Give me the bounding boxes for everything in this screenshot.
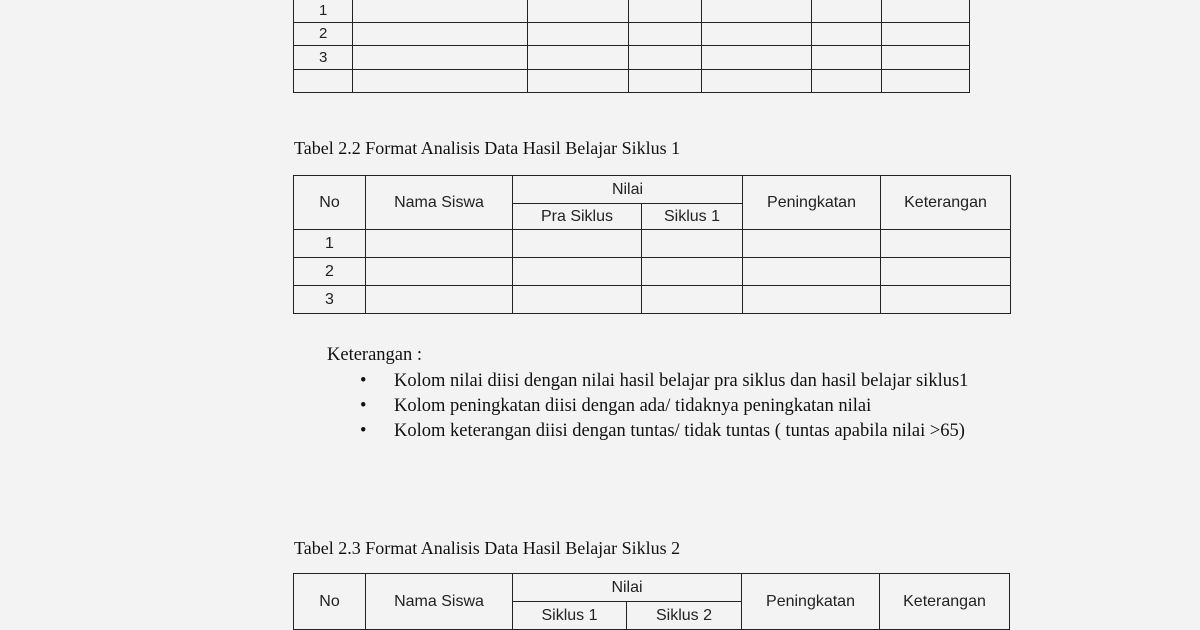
header-nama-siswa: Nama Siswa [366,574,513,630]
header-peningkatan: Peningkatan [743,176,881,230]
header-siklus-1: Siklus 1 [642,204,743,230]
note-text: Kolom keterangan diisi dengan tuntas/ tidak tuntas ( tuntas apabila nilai >65) [394,421,965,441]
row-number: 2 [294,22,353,46]
notes [327,344,996,445]
header-nilai: Nilai [513,574,742,602]
header-keterangan: Keterangan [881,176,1011,230]
table-2-3-caption: Tabel 2.3 Format Analisis Data Hasil Belajar Siklus 2 [294,538,681,558]
row-number [294,69,353,93]
header-row [294,574,1010,602]
bullet-icon: • [360,396,367,416]
note-text: Kolom nilai diisi dengan nilai hasil belajar pra siklus dan hasil belajar siklus1 [394,371,969,391]
bullet-icon: • [360,371,367,391]
header-peningkatan: Peningkatan [742,574,880,630]
table-row [294,258,1011,286]
table-2-3 [293,573,1010,630]
header-nilai: Nilai [513,176,743,204]
note-text: Kolom peningkatan diisi dengan ada/ tidaknya peningkatan nilai [394,396,872,416]
table-2-2-caption: Tabel 2.2 Format Analisis Data Hasil Belajar Siklus 1 [294,138,681,158]
header-pra-siklus: Pra Siklus [513,204,642,230]
header-row [294,176,1011,204]
list-item [327,370,996,392]
table-row [294,286,1011,314]
row-number: 2 [294,258,366,286]
table-row [294,0,970,22]
list-item [327,395,996,417]
header-nama-siswa: Nama Siswa [366,176,513,230]
header-keterangan: Keterangan [880,574,1010,630]
row-number: 1 [294,230,366,258]
row-number: 3 [294,286,366,314]
list-item [327,420,996,442]
header-siklus-2: Siklus 2 [627,602,742,630]
bullet-icon: • [360,421,367,441]
table-row [294,22,970,46]
row-number: 3 [294,46,353,70]
notes-list [327,370,996,442]
table-row [294,69,970,93]
table-2-2 [293,175,1011,314]
header-no: No [294,574,366,630]
header-no: No [294,176,366,230]
table-row [294,46,970,70]
notes-title: Keterangan : [327,345,423,365]
table-row [294,230,1011,258]
row-number: 1 [294,0,353,22]
table-2-1 [293,0,970,93]
header-siklus-1: Siklus 1 [513,602,627,630]
